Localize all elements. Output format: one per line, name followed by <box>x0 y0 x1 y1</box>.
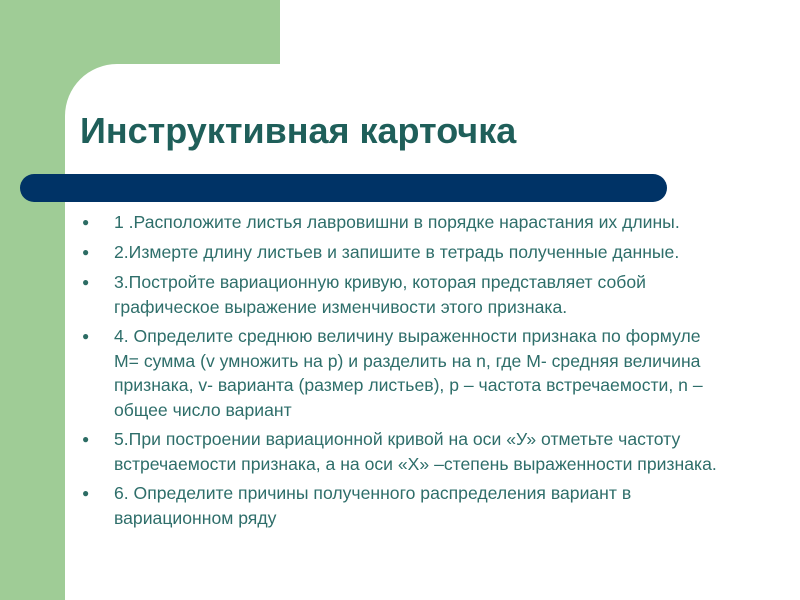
instruction-list <box>80 210 720 535</box>
title-divider-bar <box>20 174 667 202</box>
bullet-dot-icon: ● <box>82 432 90 446</box>
list-item <box>80 481 720 530</box>
list-item-text: 5.При построении вариационной кривой на оси «У» отметьте частоту встречаемости признака, а на оси «Х» –степень выраженности признака. <box>114 429 717 474</box>
list-item-text: 3.Постройте вариационную кривую, которая представляет собой графическое выражение изменчивости этого признака. <box>114 272 646 317</box>
list-item <box>80 324 720 422</box>
slide-title: Инструктивная карточка <box>80 110 517 151</box>
list-item <box>80 240 720 265</box>
list-item-text: 4. Определите среднюю величину выраженности признака по формуле М= сумма (v умножить на р) и разделить на n, где М- средняя величина признака, v- варианта (размер листьев), р – частота встречаемости, n – общее число вариант <box>114 326 703 420</box>
bullet-dot-icon: ● <box>82 275 90 289</box>
bullet-dot-icon: ● <box>82 215 90 229</box>
list-item <box>80 427 720 476</box>
list-item <box>80 270 720 319</box>
list-item-text: 1 .Расположите листья лавровишни в порядке нарастания их длины. <box>114 212 680 232</box>
bullet-dot-icon: ● <box>82 486 90 500</box>
bullet-dot-icon: ● <box>82 245 90 259</box>
list-item-text: 6. Определите причины полученного распределения вариант в вариационном ряду <box>114 483 632 528</box>
list-item <box>80 210 720 235</box>
bullet-dot-icon: ● <box>82 329 90 343</box>
list-item-text: 2.Измерте длину листьев и запишите в тетрадь полученные данные. <box>114 242 680 262</box>
